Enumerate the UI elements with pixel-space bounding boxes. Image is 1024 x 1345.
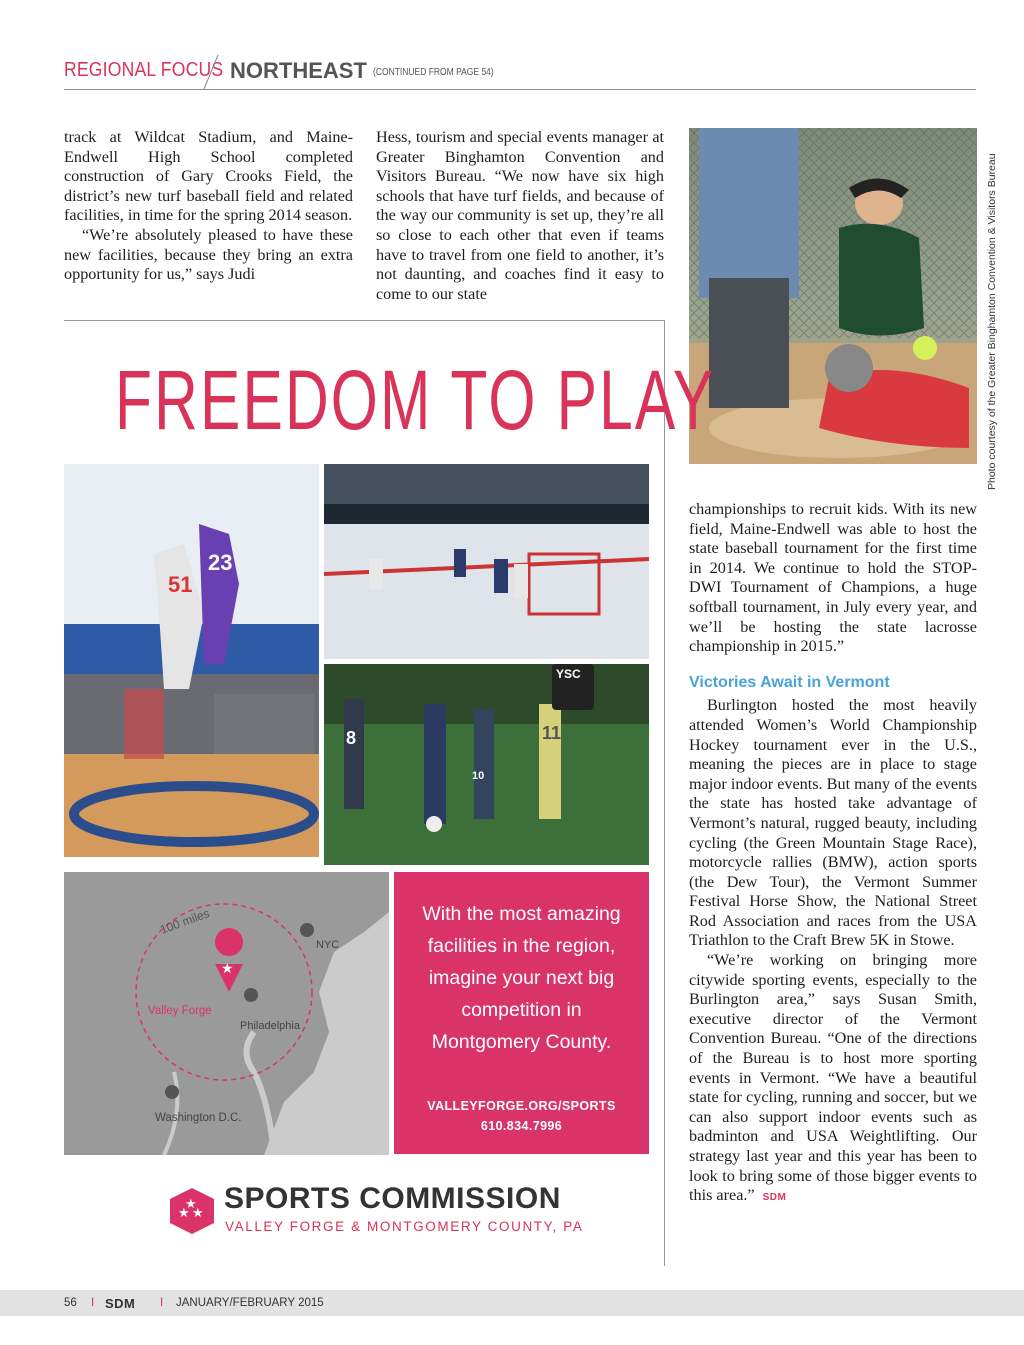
svg-text:★: ★ <box>221 961 234 977</box>
section-label: REGIONAL FOCUS <box>64 59 224 81</box>
hockey-photo <box>324 464 649 659</box>
soccer-photo <box>324 664 649 865</box>
end-mark: SDM <box>762 1192 787 1204</box>
promo-line: Montgomery County. <box>431 1031 612 1053</box>
promo-box <box>394 872 649 1154</box>
jersey-number: 51 <box>168 572 193 597</box>
promo-line: With the most amazing <box>422 903 621 925</box>
footer-separator: I <box>160 1297 164 1309</box>
jersey-number: 10 <box>472 770 485 782</box>
map-radius-label: 100 miles <box>158 906 212 937</box>
jersey-number: 11 <box>542 723 562 743</box>
photo-credit: Photo courtesy of the Greater Binghamton Convention & Visitors Bureau <box>986 153 998 490</box>
article-column-1 <box>64 128 353 285</box>
paragraph: “We’re absolutely pleased to have these new facilities, because they bring an extra opportunity for us,” says Judi <box>64 225 353 284</box>
paragraph: Hess, tourism and special events manager at Greater Binghamton Convention and Visitors Bureau. “We now have six high schools that have turf fields, and because of the way our community is set up, they’re all so close to each other that even if teams have to travel from one field to another, it’s not daunting, and coaches find it easy to come to our state <box>376 128 664 303</box>
footer-magazine: SDM <box>105 1296 136 1311</box>
map-label-washington: Washington D.C. <box>155 1112 242 1124</box>
footer-issue-date: JANUARY/FEBRUARY 2015 <box>176 1297 324 1309</box>
softball-photo <box>689 128 977 464</box>
paragraph: Burlington hosted the most heavily attended Women’s World Championship Hockey tournament ever in the U.S., meaning the pieces are in place to stage major indoor events. But many of the events the state has hosted take advantage of Vermont’s natural, rugged beauty, including cycling (the Green Mountain Stage Race), motorcycle rallies (BMW), action sports (the Dew Tour), the Vermont Summer Festival Horse Show, the National Street Rod Association and races from the USA Triathlon to the Craft Brew 5K in Stowe. <box>689 696 977 950</box>
promo-phone: 610.834.7996 <box>480 1119 563 1133</box>
map-label-philadelphia: Philadelphia <box>240 1020 300 1032</box>
org-subtitle: VALLEY FORGE & MONTGOMERY COUNTY, PA <box>225 1219 584 1234</box>
ad-frame-right <box>664 320 665 1266</box>
promo-line: facilities in the region, <box>427 935 616 957</box>
svg-text:★: ★ <box>185 1197 197 1212</box>
soccer-logo: YSC <box>556 667 581 681</box>
sports-commission-logo-icon <box>170 1188 214 1234</box>
region-title: NORTHEAST <box>230 58 367 83</box>
subhead: Victories Await in Vermont <box>689 673 890 691</box>
ad-title: FREEDOM TO PLAY <box>115 353 716 447</box>
paragraph: championships to recruit kids. With its new field, Maine-Endwell was able to host the state baseball tournament for the first time in 2014. We continue to hold the STOP-DWI Tournament of Champions, a huge softball tournament, in July every year, and we’ll be hosting the state lacrosse championship in 2015.” <box>689 500 977 656</box>
header-rule <box>64 89 976 90</box>
footer-separator: I <box>91 1297 95 1309</box>
jersey-number: 8 <box>346 728 357 748</box>
jersey-number: 23 <box>208 550 233 575</box>
ad-frame-top <box>64 320 665 321</box>
article-column-3 <box>689 500 977 1208</box>
svg-text:★: ★ <box>192 1206 204 1221</box>
header-slash-divider <box>196 54 226 90</box>
promo-line: competition in <box>461 999 582 1021</box>
promo-url[interactable]: VALLEYFORGE.ORG/SPORTS <box>427 1099 616 1113</box>
map-pin-nyc-icon <box>300 923 314 937</box>
svg-text:★: ★ <box>178 1206 190 1221</box>
paragraph-text: “We’re working on bringing more citywide sporting events, especially to the Burlington area,” says Susan Smith, executive director of the Vermont Convention Bureau. “One of the directions of the Bureau is to host more sporting events in Vermont. “We have a beautiful state for cycling, running and soccer, but we can also support indoor events such as badminton and USA Weightlifting. Our strategy last year and this year has been to look to bring some of those bigger events to this area.” <box>689 951 977 1205</box>
paragraph: track at Wildcat Stadium, and Maine-Endwell High School completed construction of Gary Crooks Field, the district’s new turf baseball field and related facilities, in time for the spring 2014 season. <box>64 128 353 225</box>
footer-bar <box>0 1290 1024 1316</box>
basketball-photo <box>64 464 319 857</box>
map-pin-washington-icon <box>165 1085 179 1099</box>
map-pin-philadelphia-icon <box>244 988 258 1002</box>
promo-line: imagine your next big <box>428 967 615 989</box>
map-label-valley-forge: Valley Forge <box>148 1005 212 1017</box>
promo-pitch <box>394 898 649 1058</box>
article-column-2 <box>376 128 664 304</box>
footer-page-number: 56 <box>64 1297 77 1309</box>
continued-note: (CONTINUED FROM PAGE 54) <box>373 67 494 78</box>
region-map <box>64 872 389 1155</box>
paragraph <box>689 951 977 1208</box>
org-name: SPORTS COMMISSION <box>224 1182 561 1215</box>
map-label-nyc: NYC <box>316 939 340 951</box>
